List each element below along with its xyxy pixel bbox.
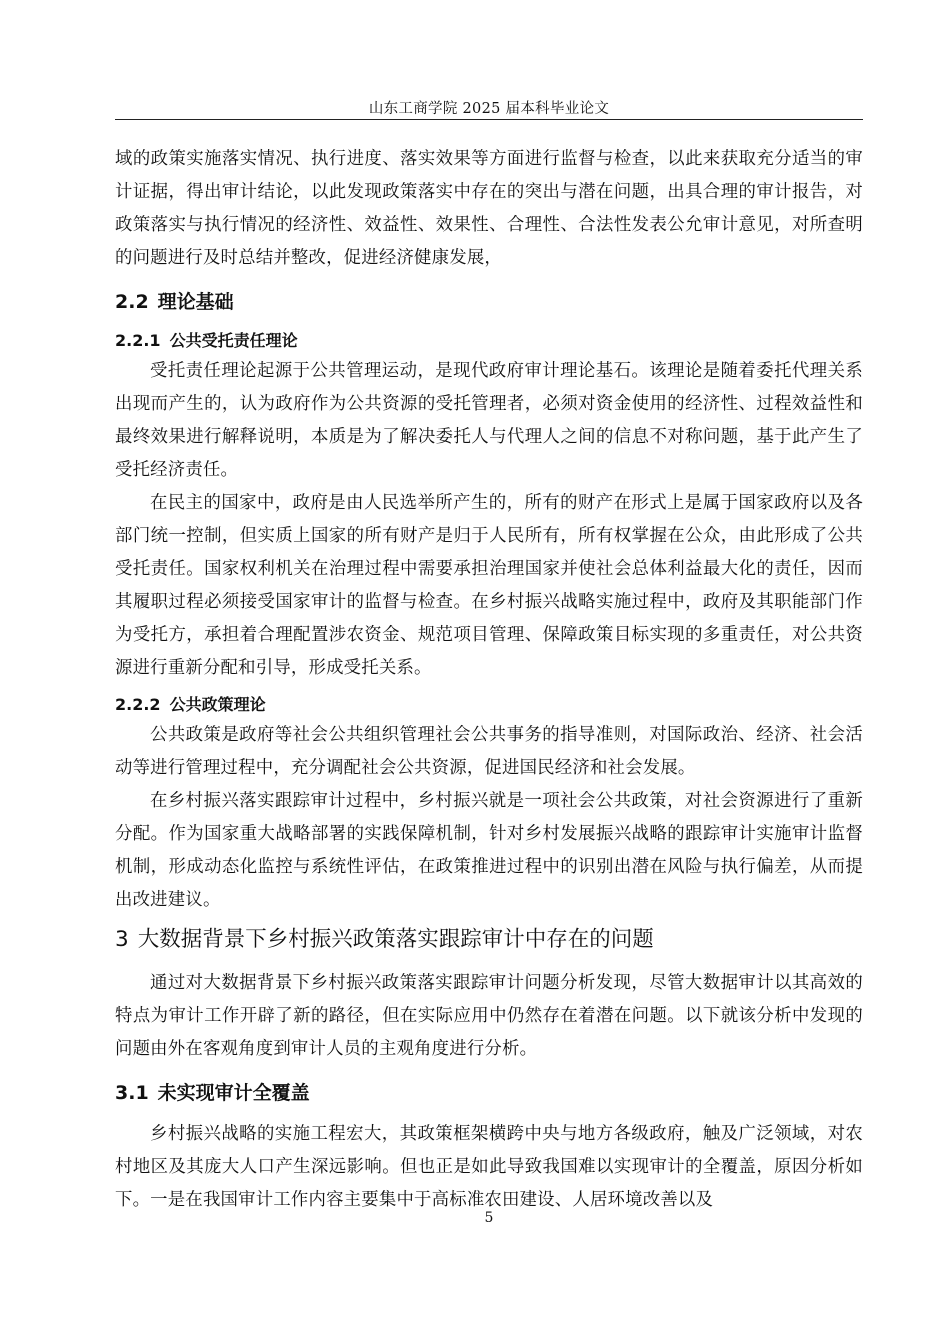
section-title: 理论基础 bbox=[157, 291, 234, 313]
section-heading-2-2-2 bbox=[115, 691, 863, 719]
page-number: 5 bbox=[484, 1210, 494, 1226]
section-heading-3-1 bbox=[115, 1078, 863, 1108]
paragraph: 乡村振兴战略的实施工程宏大，其政策框架横跨中央与地方各级政府，触及广泛领域，对农村地区及其庞大人口产生深远影响。但也正是如此导致我国难以实现审计的全覆盖，原因分析如下。一是在我国审计工作内容主要集中于高标准农田建设、人居环境改善以及 bbox=[115, 1124, 863, 1210]
paragraph: 公共政策是政府等社会公共组织管理社会公共事务的指导准则，对国际政治、经济、社会活动等进行管理过程中，充分调配社会公共资源，促进国民经济和社会发展。 bbox=[115, 725, 863, 778]
header-divider bbox=[115, 119, 863, 120]
chapter-title: 大数据背景下乡村振兴政策落实跟踪审计中存在的问题 bbox=[137, 927, 654, 952]
section-title: 未实现审计全覆盖 bbox=[157, 1082, 310, 1104]
chapter-number: 3 bbox=[115, 927, 129, 952]
section-title: 公共政策理论 bbox=[169, 695, 266, 714]
paragraph: 受托责任理论起源于公共管理运动，是现代政府审计理论基石。该理论是随着委托代理关系出现而产生的，认为政府作为公共资源的受托管理者，必须对资金使用的经济性、过程效益性和最终效果进行解释说明，本质是为了解决委托人与代理人之间的信息不对称问题，基于此产生了受托经济责任。 bbox=[115, 361, 863, 480]
running-header: 山东工商学院 2025 届本科毕业论文 bbox=[368, 101, 610, 117]
section-number: 2.2 bbox=[115, 291, 149, 313]
section-number: 3.1 bbox=[115, 1082, 149, 1104]
paragraph-intro: 域的政策实施落实情况、执行进度、落实效果等方面进行监督与检查，以此来获取充分适当的审计证据，得出审计结论，以此发现政策落实中存在的突出与潜在问题，出具合理的审计报告，对政策落实与执行情况的经济性、效益性、效果性、合理性、合法性发表公允审计意见，对所查明的问题进行及时总结并整改，促进经济健康发展， bbox=[115, 149, 863, 268]
chapter-heading-3 bbox=[115, 924, 863, 956]
section-number: 2.2.2 bbox=[115, 695, 161, 714]
section-number: 2.2.1 bbox=[115, 331, 161, 350]
paragraph: 在乡村振兴落实跟踪审计过程中，乡村振兴就是一项社会公共政策，对社会资源进行了重新分配。作为国家重大战略部署的实践保障机制，针对乡村发展振兴战略的跟踪审计实施审计监督机制，形成动态化监控与系统性评估，在政策推进过程中的识别出潜在风险与执行偏差，从而提出改进建议。 bbox=[115, 791, 863, 910]
main-content bbox=[115, 143, 863, 1217]
section-title: 公共受托责任理论 bbox=[169, 331, 298, 350]
paragraph: 通过对大数据背景下乡村振兴政策落实跟踪审计问题分析发现，尽管大数据审计以其高效的特点为审计工作开辟了新的路径，但在实际应用中仍然存在着潜在问题。以下就该分析中发现的问题由外在客观角度到审计人员的主观角度进行分析。 bbox=[115, 973, 863, 1059]
paragraph: 在民主的国家中，政府是由人民选举所产生的，所有的财产在形式上是属于国家政府以及各部门统一控制，但实质上国家的所有财产是归于人民所有，所有权掌握在公众，由此形成了公共受托责任。国家权利机关在治理过程中需要承担治理国家并使社会总体利益最大化的责任，因而其履职过程必须接受国家审计的监督与检查。在乡村振兴战略实施过程中，政府及其职能部门作为受托方，承担着合理配置涉农资金、规范项目管理、保障政策目标实现的多重责任，对公共资源进行重新分配和引导，形成受托关系。 bbox=[115, 493, 863, 678]
section-heading-2-2 bbox=[115, 287, 863, 317]
section-heading-2-2-1 bbox=[115, 327, 863, 355]
